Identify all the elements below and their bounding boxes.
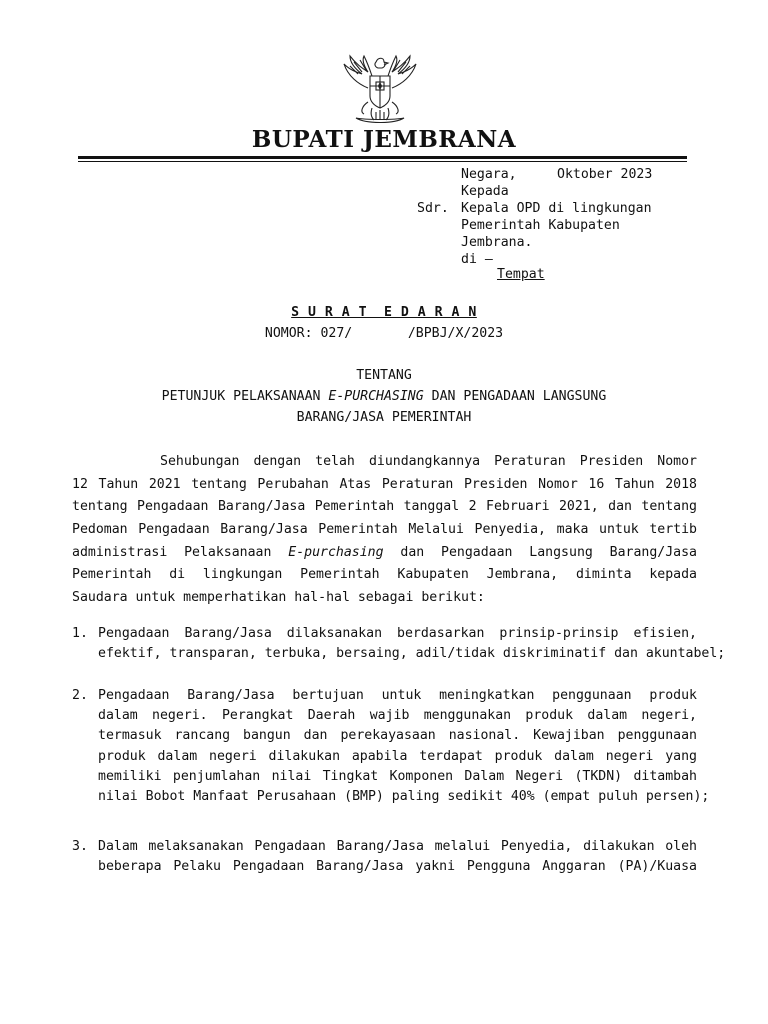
letterhead-rule-thin [78, 161, 687, 162]
list-item-line: termasuk rancang bangun dan perekayasaan nasional. Kewajiban penggunaan [98, 728, 697, 744]
list-item-body [98, 686, 710, 807]
recipient-line: Pemerintah Kabupaten [461, 218, 620, 233]
paragraph-line: tentang Pengadaan Barang/Jasa Pemerintah tanggal 2 Februari 2021, dan tentang [72, 499, 697, 515]
list-item-number: 2. [72, 688, 88, 703]
list-item-line: Pengadaan Barang/Jasa dilaksanakan berdasarkan prinsip-prinsip efisien, [98, 626, 697, 641]
paragraph-line: Sehubungan dengan telah diundangkannya Peraturan Presiden Nomor [160, 454, 697, 469]
paragraph-line: Saudara untuk memperhatikan hal-hal sebagai berikut: [72, 590, 485, 606]
text-part: dan Pengadaan Langsung Barang/Jasa [383, 544, 697, 560]
paragraph-line: 12 Tahun 2021 tentang Perubahan Atas Peraturan Presiden Nomor 16 Tahun 2018 [72, 476, 697, 492]
recipient-line: Kepala OPD di lingkungan [461, 201, 652, 216]
letterhead-rule-thick [78, 156, 687, 159]
list-item-line: efektif, transparan, terbuka, bersaing, adil/tidak diskriminatif dan akuntabel; [98, 646, 726, 662]
di-text: di – [461, 252, 493, 267]
list-item-line: Pengadaan Barang/Jasa bertujuan untuk meningkatkan penggunaan produk [98, 688, 697, 703]
paragraph-line: Pedoman Pengadaan Barang/Jasa Pemerintah Melalui Penyedia, maka untuk tertib [72, 522, 697, 538]
list-item-number: 3. [72, 839, 88, 854]
garuda-emblem-icon [338, 54, 422, 126]
intro-paragraph [72, 451, 697, 610]
tempat-text: Tempat [497, 267, 545, 282]
list-item-line: memiliki penjumlahan nilai Tingkat Komponen Dalam Negeri (TKDN) ditambah [98, 768, 697, 784]
subject-line-2: BARANG/JASA PEMERINTAH [296, 410, 472, 425]
list-item-body [98, 837, 697, 877]
sdr-text: Sdr. [417, 201, 449, 216]
paragraph-line [72, 542, 697, 565]
text-part: administrasi Pelaksanaan [72, 544, 289, 560]
list-item-body [98, 624, 726, 664]
letter-number: NOMOR: 027/ /BPBJ/X/2023 [264, 326, 504, 341]
place-text: Negara, [461, 167, 517, 182]
tentang-text: TENTANG [356, 368, 412, 383]
paragraph-line: Pemerintah di lingkungan Pemerintah Kabupaten Jembrana, diminta kepada [72, 567, 697, 583]
subject-part: PETUNJUK PELAKSANAAN [161, 389, 329, 404]
text-part-italic: E-purchasing [288, 544, 384, 560]
list-item-line: nilai Bobot Manfaat Perusahaan (BMP) paling sedikit 40% (empat puluh persen); [98, 788, 710, 804]
list-item-line: Dalam melaksanakan Pengadaan Barang/Jasa melalui Penyedia, dilakukan oleh [98, 839, 697, 854]
subject-line-1 [0, 387, 768, 407]
date-text: Oktober 2023 [557, 167, 653, 182]
kepada-text: Kepada [461, 184, 509, 199]
list-item-number: 1. [72, 626, 88, 641]
subject-part: DAN PENGADAAN LANGSUNG [423, 389, 607, 404]
list-item-line: beberapa Pelaku Pengadaan Barang/Jasa yakni Pengguna Anggaran (PA)/Kuasa [98, 859, 697, 875]
recipient-line: Jembrana. [461, 235, 533, 250]
list-item-line: dalam negeri. Perangkat Daerah wajib menggunakan produk dalam negeri, [98, 708, 697, 724]
subject-part-italic: E-PURCHASING [328, 389, 424, 404]
letterhead-title: BUPATI JEMBRANA [251, 126, 517, 153]
list-item-line: produk dalam negeri dilakukan apabila terdapat produk dalam negeri yang [98, 748, 697, 764]
letter-type: S U R A T E D A R A N [291, 305, 477, 320]
